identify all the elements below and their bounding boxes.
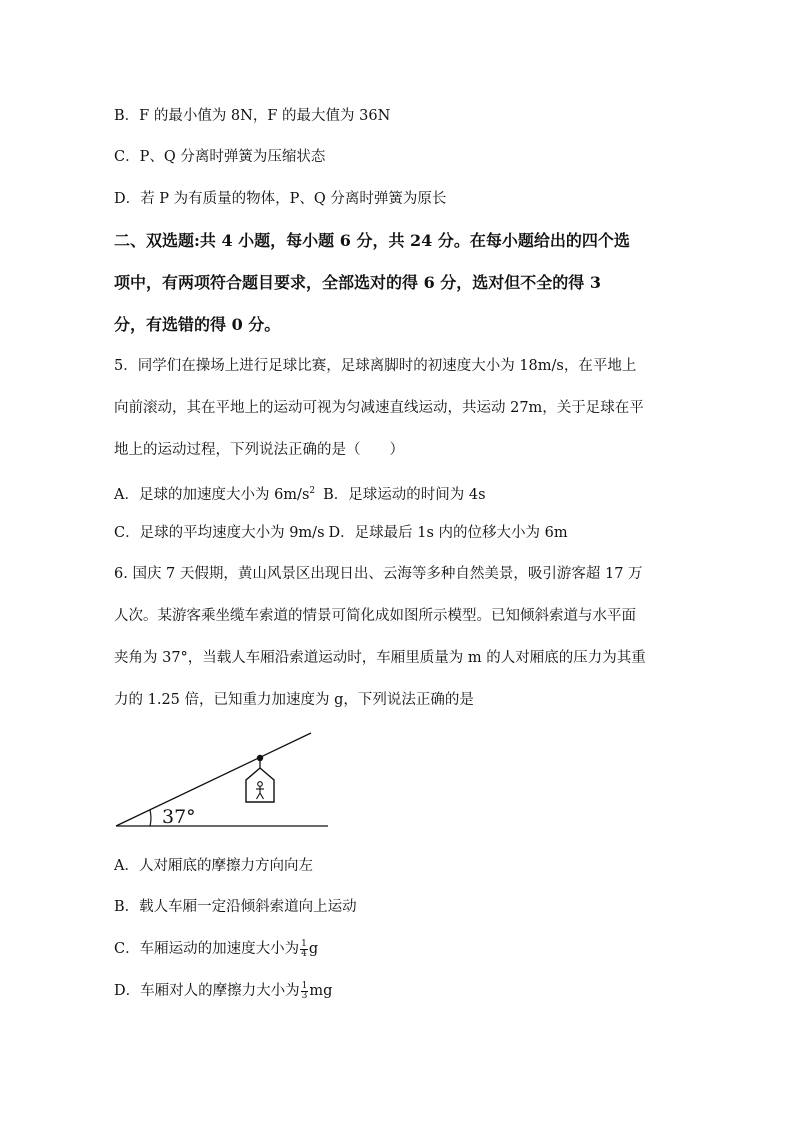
one-third-fraction <box>301 982 309 1001</box>
q5-option-d: D．足球最后 1s 内的位移大小为 6m <box>328 525 568 541</box>
q6-option-d-text: D．车厢对人的摩擦力大小为 <box>114 983 300 999</box>
q4-option-d: D．若 P 为有质量的物体，P、Q 分离时弹簧为原长 <box>114 191 447 207</box>
section2-heading-line3: 分，有选错的得 0 分。 <box>114 315 281 334</box>
q5-stem-line3: 地上的运动过程，下列说法正确的是（ ） <box>114 442 404 458</box>
q5-stem-line2: 向前滚动，其在平地上的运动可视为匀减速直线运动，共运动 27m，关于足球在平 <box>114 400 644 416</box>
section2-heading-line2: 项中，有两项符合题目要求，全部选对的得 6 分，选对但不全的得 3 <box>114 273 601 292</box>
q5-stem-line1: 5．同学们在操场上进行足球比赛，足球离脚时的初速度大小为 18m/s，在平地上 <box>114 358 637 374</box>
q6-stem-line2: 人次。某游客乘坐缆车索道的情景可简化成如图所示模型。已知倾斜索道与水平面 <box>114 608 636 624</box>
q5-option-b: B．足球运动的时间为 4s <box>323 486 486 503</box>
q6-stem-line4: 力的 1.25 倍，已知重力加速度为 g，下列说法正确的是 <box>114 692 474 708</box>
q5-option-a: A．足球的加速度大小为 6m/s <box>114 486 310 503</box>
fraction-numerator: 1 <box>301 980 308 991</box>
fraction-denominator: 4 <box>301 948 307 959</box>
one-quarter-fraction <box>300 940 308 959</box>
q5-option-a-exponent: 2 <box>309 486 316 496</box>
q5-options-cd <box>114 523 568 543</box>
fraction-numerator: 1 <box>301 938 307 949</box>
q4-option-c: C．P、Q 分离时弹簧为压缩状态 <box>114 149 326 165</box>
q6-stem-line3: 夹角为 37°，当载人车厢沿索道运动时，车厢里质量为 m 的人对厢底的压力为其重 <box>114 650 646 666</box>
q6-option-d-unit: mg <box>309 983 333 999</box>
angle-arc <box>150 810 151 826</box>
fraction-denominator: 3 <box>301 990 308 1001</box>
q6-option-c-text: C．车厢运动的加速度大小为 <box>114 941 300 957</box>
q5-option-c: C．足球的平均速度大小为 9m/s <box>114 525 325 541</box>
cable-line <box>116 733 311 826</box>
q5-options-ab <box>114 481 486 505</box>
angle-label: 37° <box>162 806 196 828</box>
q6-option-d <box>114 981 332 1001</box>
cable-car-diagram <box>110 722 335 834</box>
q6-option-c <box>114 939 318 959</box>
q6-option-c-unit: g <box>308 941 319 957</box>
section2-heading-line1: 二、双选题:共 4 小题，每小题 6 分，共 24 分。在每小题给出的四个选 <box>114 231 630 250</box>
cable-car-cabin <box>246 768 274 802</box>
q6-stem-line1: 6. 国庆 7 天假期，黄山风景区出现日出、云海等多种自然美景，吸引游客超 17 万 <box>114 566 643 582</box>
q6-option-b: B．载人车厢一定沿倾斜索道向上运动 <box>114 899 357 915</box>
q4-option-b: B．F 的最小值为 8N，F 的最大值为 36N <box>114 108 391 124</box>
q6-option-a: A．人对厢底的摩擦力方向向左 <box>114 858 313 874</box>
